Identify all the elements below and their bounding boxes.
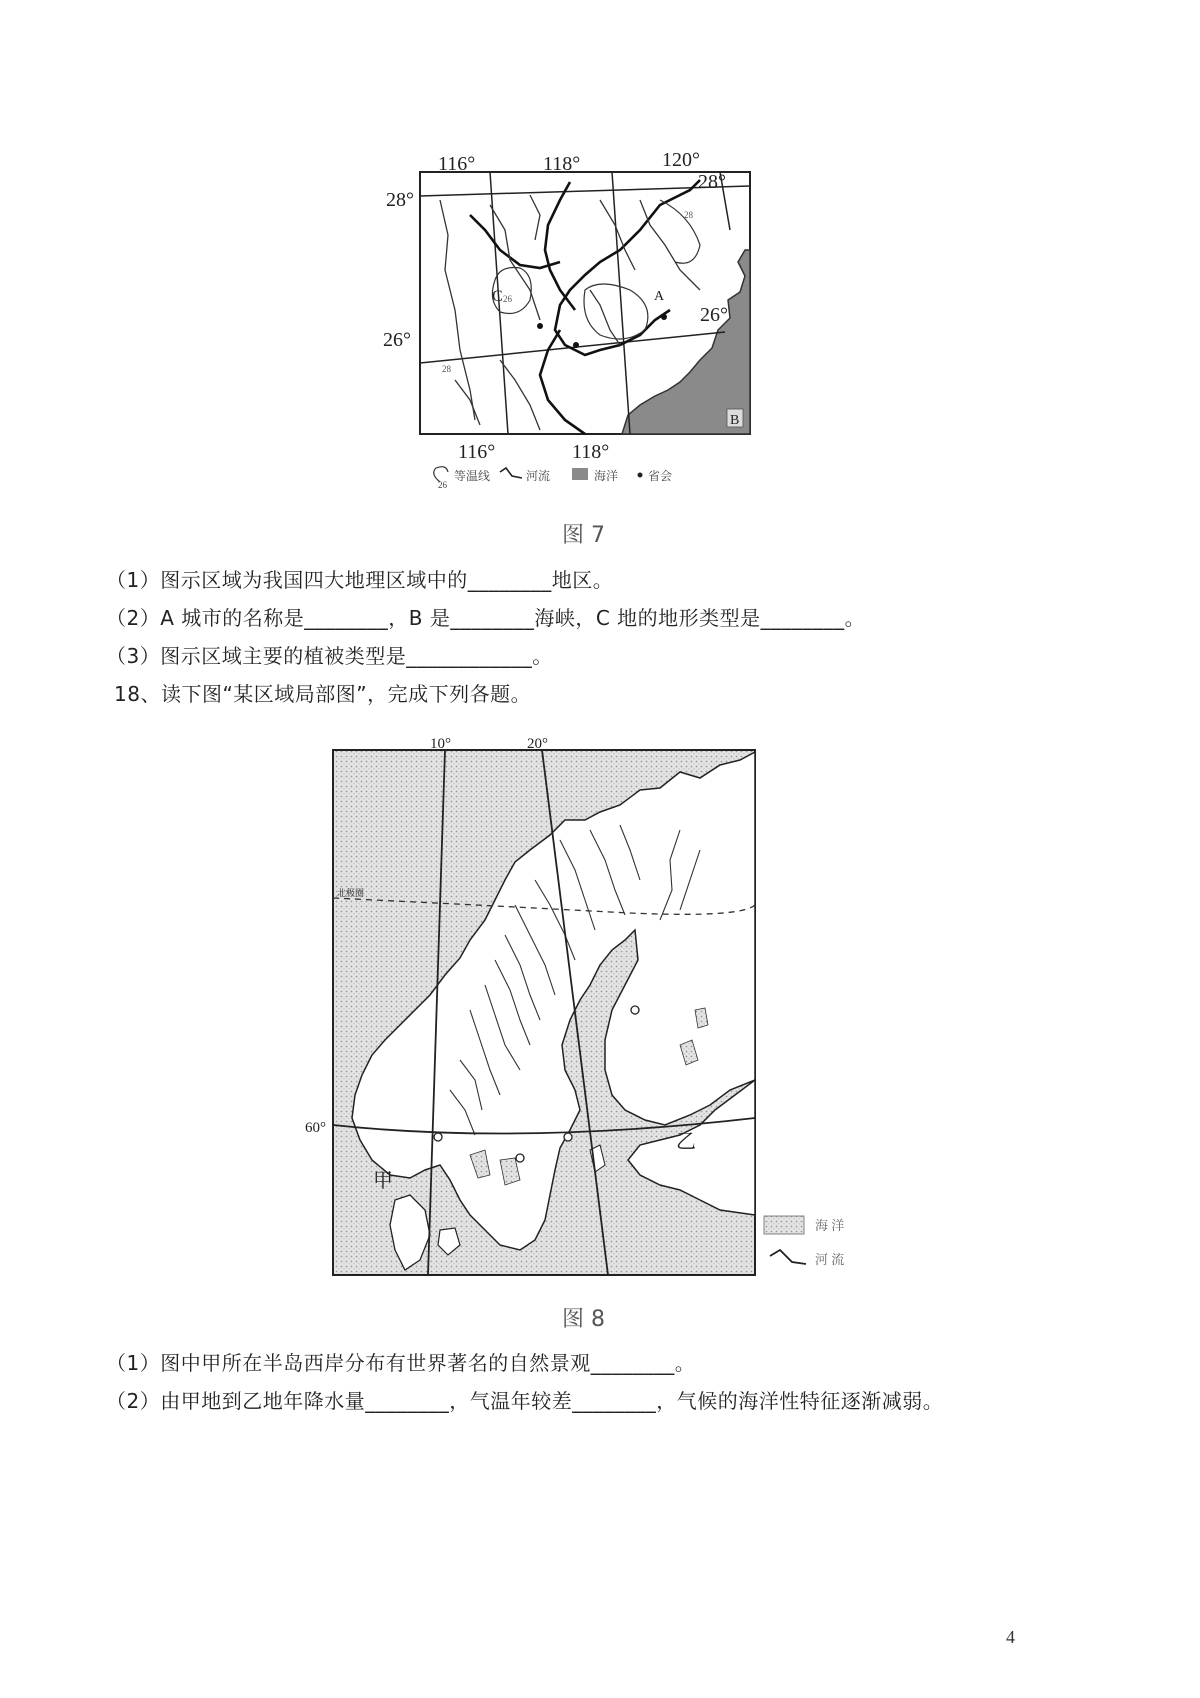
point-label-a: A xyxy=(654,289,665,304)
legend-river: 河流 xyxy=(526,469,551,483)
legend-ocean-icon xyxy=(572,468,588,480)
legend-ocean-icon xyxy=(764,1216,804,1234)
legend-river: 河 流 xyxy=(815,1252,845,1267)
point-label-c: C xyxy=(492,288,503,305)
point-label-b: B xyxy=(730,413,740,428)
lon-label-10e: 10° xyxy=(430,736,451,752)
isotherm-value-26: 26 xyxy=(503,294,512,304)
legend-capital-icon xyxy=(638,473,643,478)
legend-river-icon xyxy=(500,468,522,478)
legend-river-icon xyxy=(770,1250,806,1264)
lat-label-26-right: 26° xyxy=(700,304,728,326)
q17-part-1: （1）图示区域为我国四大地理区域中的________地区。 xyxy=(106,568,614,592)
lon-label-118-top: 118° xyxy=(543,153,581,175)
legend-ocean: 海洋 xyxy=(594,469,619,483)
q18-part-2: （2）由甲地到乙地年降水量________，气温年较差________，气候的海洋性特征逐渐减弱。 xyxy=(106,1389,944,1413)
figure-8-caption: 图 8 xyxy=(562,1307,605,1332)
lon-label-20e: 20° xyxy=(527,736,548,752)
lon-label-118-bottom: 118° xyxy=(572,441,610,463)
arctic-circle-label: 北极圈 xyxy=(337,888,365,898)
page-number: 4 xyxy=(1006,1627,1015,1647)
lon-label-120-top: 120° xyxy=(662,149,700,171)
figure-8-map xyxy=(300,725,845,1285)
q18-heading: 18、读下图“某区域局部图”，完成下列各题。 xyxy=(114,682,532,706)
isotherm-value-28: 28 xyxy=(684,210,693,220)
legend-ocean: 海 洋 xyxy=(815,1218,845,1233)
point-label-jia: 甲 xyxy=(373,1170,393,1192)
lon-label-116-top: 116° xyxy=(438,153,476,175)
lat-label-28-left: 28° xyxy=(386,189,414,211)
isotherm-value-28b: 28 xyxy=(442,364,451,374)
q18-part-1: （1）图中甲所在半岛西岸分布有世界著名的自然景观________。 xyxy=(106,1351,696,1375)
lat-label-26-left: 26° xyxy=(383,329,411,351)
lon-label-116-bottom: 116° xyxy=(458,441,496,463)
q17-part-2: （2）A 城市的名称是________，B 是________海峡，C 地的地形类型是________。 xyxy=(106,606,866,630)
legend-isotherm: 等温线 xyxy=(454,469,491,483)
q17-part-3: （3）图示区域主要的植被类型是____________。 xyxy=(106,644,553,668)
lat-label-28-right: 28° xyxy=(698,171,726,193)
figure-7-caption: 图 7 xyxy=(562,523,605,548)
point-label-yi: 乙 xyxy=(676,1131,696,1153)
figure-7-map xyxy=(380,145,800,535)
lat-label-60n: 60° xyxy=(305,1120,326,1136)
legend-capital: 省会 xyxy=(648,469,673,483)
legend-isotherm-value: 26 xyxy=(438,480,447,490)
